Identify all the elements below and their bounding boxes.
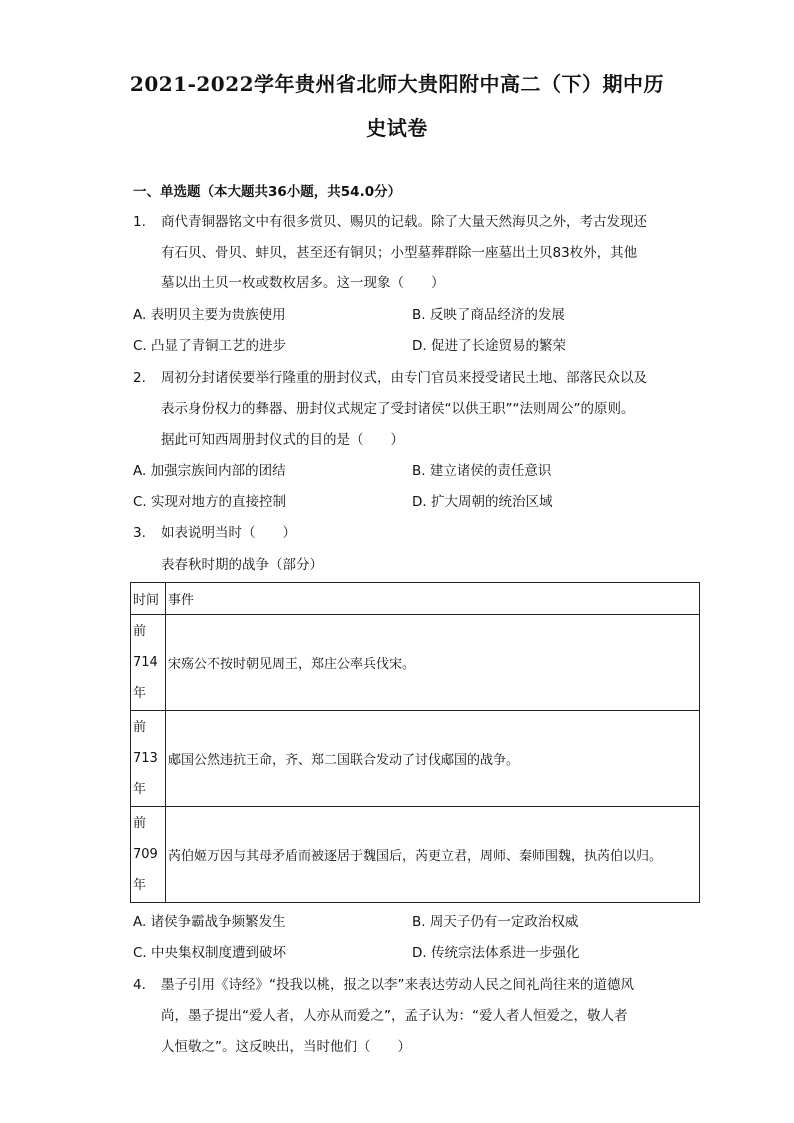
events-table (130, 582, 700, 903)
question-number: 4. (133, 977, 146, 993)
time-year: 714 (133, 655, 158, 670)
question-number: 2. (133, 370, 146, 386)
option-b: B. 建立诸侯的责任意识 (412, 463, 552, 479)
option-d: D. 扩大周朝的统治区域 (412, 494, 553, 510)
question-text-line: 墓以出土贝一枚或数枚居多。这一现象（ ） (161, 275, 445, 291)
option-c: C. 凸显了青铜工艺的进步 (133, 338, 287, 354)
event-cell: 郕国公然违抗王命，齐、郑二国联合发动了讨伐郕国的战争。 (166, 711, 700, 807)
option-a: A. 加强宗族间内部的团结 (133, 463, 286, 479)
option-a: A. 表明贝主要为贵族使用 (133, 307, 286, 323)
table-row (131, 711, 700, 807)
question-number: 1. (133, 214, 146, 230)
event-cell: 宋殇公不按时朝见周王，郑庄公率兵伐宋。 (166, 615, 700, 711)
question-number: 3. (133, 525, 146, 541)
exam-title-line2: 史试卷 (366, 116, 428, 140)
time-suffix: 年 (133, 782, 147, 797)
option-a: A. 诸侯争霸战争频繁发生 (133, 914, 286, 930)
option-d: D. 传统宗法体系进一步强化 (412, 945, 580, 961)
table-header-row (131, 583, 700, 615)
option-d: D. 促进了长途贸易的繁荣 (412, 338, 566, 354)
question-text-line: 周初分封诸侯要举行隆重的册封仪式，由专门官员来授受诸民土地、部落民众以及 (161, 370, 647, 386)
section-heading: 一、单选题（本大题共36小题，共54.0分） (133, 184, 402, 200)
time-prefix: 前 (133, 624, 147, 639)
question-text-line: 人恒敬之”。这反映出，当时他们（ ） (161, 1039, 411, 1055)
time-suffix: 年 (133, 686, 147, 701)
time-cell (131, 615, 166, 711)
table-row (131, 615, 700, 711)
header-event: 事件 (166, 583, 700, 615)
time-cell (131, 807, 166, 903)
time-year: 709 (133, 847, 158, 862)
question-text-line: 尚，墨子提出“爱人者，人亦从而爱之”，孟子认为：“爱人者人恒爱之，敬人者 (161, 1008, 628, 1024)
time-prefix: 前 (133, 816, 147, 831)
question-text-line: 墨子引用《诗经》“投我以桃，报之以李”来表达劳动人民之间礼尚往来的道德风 (161, 977, 634, 993)
option-b: B. 周天子仍有一定政治权威 (412, 914, 579, 930)
question-text-line: 如表说明当时（ ） (161, 525, 296, 541)
question-text-line: 商代青铜器铭文中有很多赏贝、赐贝的记载。除了大量天然海贝之外，考古发现还 (161, 214, 647, 230)
time-suffix: 年 (133, 878, 147, 893)
header-time: 时间 (131, 583, 166, 615)
option-b: B. 反映了商品经济的发展 (412, 307, 565, 323)
question-text-line: 表示身份权力的彝器、册封仪式规定了受封诸侯“以供王职”“法则周公”的原则。 (161, 401, 635, 417)
time-year: 713 (133, 751, 158, 766)
question-text-line: 据此可知西周册封仪式的目的是（ ） (161, 432, 404, 448)
event-cell: 芮伯姬万因与其母矛盾而被逐居于魏国后，芮更立君，周师、秦师围魏，执芮伯以归。 (166, 807, 700, 903)
exam-title-line1: 2021-2022学年贵州省北师大贵阳附中高二（下）期中历 (129, 72, 665, 96)
time-cell (131, 711, 166, 807)
option-c: C. 实现对地方的直接控制 (133, 494, 287, 510)
option-c: C. 中央集权制度遭到破坏 (133, 945, 287, 961)
time-prefix: 前 (133, 720, 147, 735)
table-row (131, 807, 700, 903)
question-text-line: 有石贝、骨贝、蚌贝，甚至还有铜贝；小型墓葬群除一座墓出土贝83枚外，其他 (161, 245, 638, 261)
table-caption: 表春秋时期的战争（部分） (161, 557, 323, 573)
